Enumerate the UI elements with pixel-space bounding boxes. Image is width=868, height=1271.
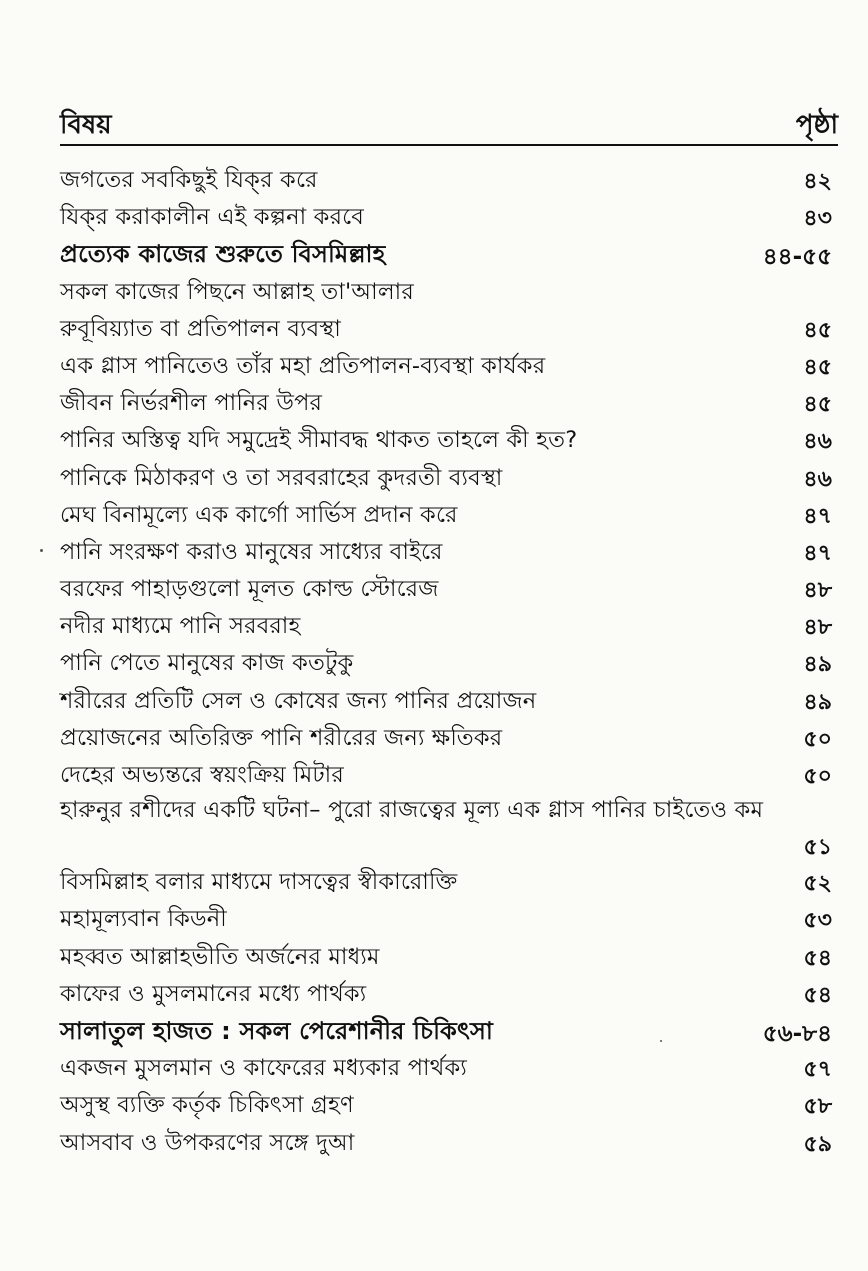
entry-title: মেঘ বিনামূল্যে এক কার্গো সার্ভিস প্রদান করে bbox=[60, 501, 458, 528]
page-number: ৫৪ bbox=[803, 945, 832, 971]
page-number: ৫৯ bbox=[803, 1131, 832, 1157]
page-number: ৪৮ bbox=[803, 615, 832, 641]
toc-entry-row bbox=[60, 935, 838, 972]
page-number: ৫৮ bbox=[803, 1094, 832, 1120]
toc-entry-row bbox=[60, 753, 838, 790]
entry-title: হারুনুর রশীদের একটি ঘটনা– পুরো রাজত্বের মূল্য এক গ্লাস পানির চাইতেও কম bbox=[60, 797, 764, 824]
page-number: ৫০ bbox=[803, 726, 832, 752]
page-number: ৫৭ bbox=[803, 1057, 832, 1083]
toc-entry-row bbox=[60, 270, 838, 307]
page-number: ৪৭ bbox=[803, 540, 832, 566]
page-number: ৫২ bbox=[803, 871, 832, 897]
toc-entry-row bbox=[60, 1083, 838, 1120]
toc-entry-row bbox=[60, 1046, 838, 1083]
toc-section-row bbox=[60, 232, 838, 269]
entry-title: মহামূল্যবান কিডনী bbox=[60, 906, 227, 933]
toc-entry-row bbox=[60, 493, 838, 530]
entry-title: পানি সংরক্ষণ করাও মানুষের সাধ্যের বাইরে bbox=[60, 538, 443, 565]
toc-section-row bbox=[60, 1009, 838, 1046]
entry-title: অসুস্থ ব্যক্তি কর্তৃক চিকিৎসা গ্রহণ bbox=[60, 1092, 354, 1119]
entry-title: একজন মুসলমান ও কাফেরের মধ্যকার পার্থক্য bbox=[60, 1055, 467, 1082]
entry-title: পানি পেতে মানুষের কাজ কতটুকু bbox=[60, 650, 354, 677]
entry-title: আসবাব ও উপকরণের সঙ্গে দুআ bbox=[60, 1129, 355, 1156]
toc-entry-row bbox=[60, 530, 838, 567]
toc-entry-row bbox=[60, 972, 838, 1009]
subject-column-label: বিষয় bbox=[60, 110, 112, 140]
page-number: ৪৪-৫৫ bbox=[762, 244, 832, 271]
toc-entry-row bbox=[60, 679, 838, 716]
toc-entry-row bbox=[60, 716, 838, 753]
toc-entry-row bbox=[60, 381, 838, 418]
toc-entry-row bbox=[60, 344, 838, 381]
entry-title: জীবন নির্ভরশীল পানির উপর bbox=[60, 390, 323, 417]
entry-title: দেহের অভ্যন্তরে স্বয়ংক্রিয় মিটার bbox=[60, 762, 344, 788]
print-speck bbox=[660, 1040, 662, 1042]
toc-list bbox=[60, 158, 838, 1158]
page-number: ৫৪ bbox=[803, 982, 832, 1008]
entry-title: কাফের ও মুসলমানের মধ্যে পার্থক্য bbox=[60, 980, 367, 1007]
entry-title: এক গ্লাস পানিতেও তাঁর মহা প্রতিপালন-ব্যবস্থা কার্যকর bbox=[60, 352, 546, 379]
toc-entry-row bbox=[60, 195, 838, 232]
toc-entry-row bbox=[60, 307, 838, 344]
entry-title: নদীর মাধ্যমে পানি সরবরাহ bbox=[60, 613, 301, 640]
toc-entry-row bbox=[60, 604, 838, 641]
page-number: ৪৬ bbox=[803, 429, 832, 455]
page-column-label: পৃষ্ঠা bbox=[795, 110, 838, 140]
entry-title: জগতের সবকিছুই যিক্‌র করে bbox=[60, 167, 318, 193]
page-number: ৪৩ bbox=[803, 206, 832, 232]
toc-entry-row bbox=[60, 1121, 838, 1158]
section-title: প্রত্যেক কাজের শুরুতে বিসমিল্লাহ bbox=[60, 240, 386, 269]
entry-title: বিসমিল্লাহ বলার মাধ্যমে দাসত্বের স্বীকারোক্তি bbox=[60, 869, 458, 896]
entry-title: পানিকে মিঠাকরণ ও তা সরবরাহের কুদরতী ব্যবস্থা bbox=[60, 464, 503, 491]
toc-entry-row bbox=[60, 456, 838, 493]
page-number: ৫৩ bbox=[803, 908, 832, 934]
toc-entry-row bbox=[60, 158, 838, 195]
page-number: ৪৫ bbox=[803, 392, 832, 418]
page-number: ৫১ bbox=[803, 835, 832, 861]
page-number: ৪৬ bbox=[803, 466, 832, 492]
toc-entry-row bbox=[60, 860, 838, 897]
page-number: ৪৭ bbox=[803, 503, 832, 529]
page-number: ৪৫ bbox=[803, 354, 832, 380]
entry-title: বরফের পাহাড়গুলো মূলত কোল্ড স্টোরেজ bbox=[60, 576, 439, 603]
entry-title: যিক্‌র করাকালীন এই কল্পনা করবে bbox=[60, 204, 364, 231]
page-number: ৪৯ bbox=[803, 689, 832, 715]
entry-title: শরীরের প্রতিটি সেল ও কোষের জন্য পানির প্রয়োজন bbox=[60, 687, 537, 714]
page-number: ৪৫ bbox=[803, 317, 832, 343]
entry-title: রুবূবিয়্যাত বা প্রতিপালন ব্যবস্থা bbox=[60, 315, 341, 342]
toc-entry-row bbox=[60, 641, 838, 678]
page-number: ৪৯ bbox=[803, 652, 832, 678]
entry-title: পানির অস্তিত্ব যদি সমুদ্রেই সীমাবদ্ধ থাকত তাহলে কী হত? bbox=[60, 427, 578, 454]
entry-title: মহব্বত আল্লাহভীতি অর্জনের মাধ্যম bbox=[60, 943, 380, 970]
page-number: ৫০ bbox=[803, 764, 832, 789]
entry-title: প্রয়োজনের অতিরিক্ত পানি শরীরের জন্য ক্ষতিকর bbox=[60, 724, 503, 751]
print-speck bbox=[40, 549, 43, 552]
section-title: সালাতুল হাজত : সকল পেরেশানীর চিকিৎসা bbox=[60, 1016, 494, 1045]
page-number: ৫৬-৮৪ bbox=[762, 1020, 832, 1047]
toc-entry-row bbox=[60, 790, 838, 860]
toc-entry-row bbox=[60, 567, 838, 604]
page-number: ৪৮ bbox=[803, 578, 832, 604]
toc-header bbox=[60, 100, 838, 146]
page-number: ৪২ bbox=[803, 169, 832, 194]
toc-entry-row bbox=[60, 897, 838, 934]
toc-entry-row bbox=[60, 418, 838, 455]
entry-title: সকল কাজের পিছনে আল্লাহ তা'আলার bbox=[60, 278, 414, 305]
